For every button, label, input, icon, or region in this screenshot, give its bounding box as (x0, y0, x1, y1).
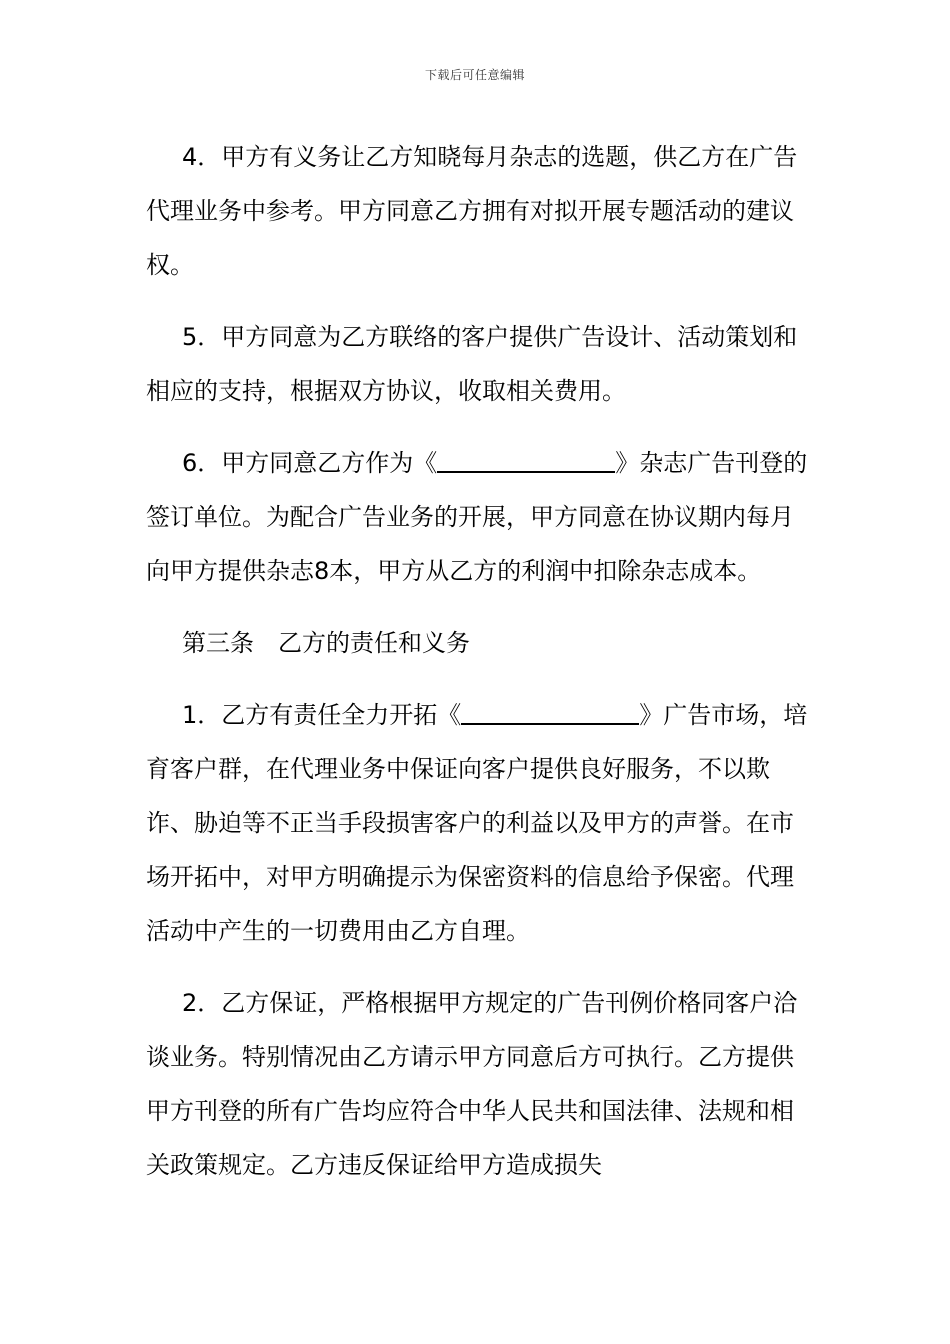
magazine-name-blank (461, 703, 639, 725)
clause-3-item-2 (146, 976, 816, 1192)
article-3-heading (146, 616, 816, 670)
clause-text-after-blank: 》广告市场，培育客户群，在代理业务中保证向客户提供良好服务，不以欺诈、胁迫等不正当手段损害客户的利益以及甲方的声誉。在市场开拓中，对甲方明确提示为保密资料的信息给予保密。代理活动中产生的一切费用由乙方自理。 (146, 701, 808, 945)
clause-3-item-1 (146, 688, 816, 958)
page-header: 下载后可任意编辑 (424, 68, 525, 82)
article-heading-text: 第三条 乙方的责任和义务 (182, 629, 470, 657)
clause-2-item-5 (146, 310, 816, 418)
clause-2-item-6 (146, 436, 816, 598)
clause-text: 5．甲方同意为乙方联络的客户提供广告设计、活动策划和相应的支持，根据双方协议，收取相关费用。 (146, 323, 798, 405)
clause-2-item-4 (146, 130, 816, 292)
clause-text-before-blank: 6．甲方同意乙方作为《 (182, 449, 438, 477)
document-body (146, 130, 816, 1210)
magazine-name-blank (437, 451, 615, 473)
clause-text: 4．甲方有义务让乙方知晓每月杂志的选题，供乙方在广告代理业务中参考。甲方同意乙方拥有对拟开展专题活动的建议权。 (146, 143, 798, 279)
clause-text: 2．乙方保证，严格根据甲方规定的广告刊例价格同客户洽谈业务。特别情况由乙方请示甲方同意后方可执行。乙方提供甲方刊登的所有广告均应符合中华人民共和国法律、法规和相关政策规定。乙方违反保证给甲方造成损失 (146, 989, 798, 1179)
clause-text-after-blank: 》杂志广告刊登的签订单位。为配合广告业务的开展，甲方同意在协议期内每月向甲方提供杂志8本，甲方从乙方的利润中扣除杂志成本。 (146, 449, 808, 585)
clause-text-before-blank: 1．乙方有责任全力开拓《 (182, 701, 462, 729)
